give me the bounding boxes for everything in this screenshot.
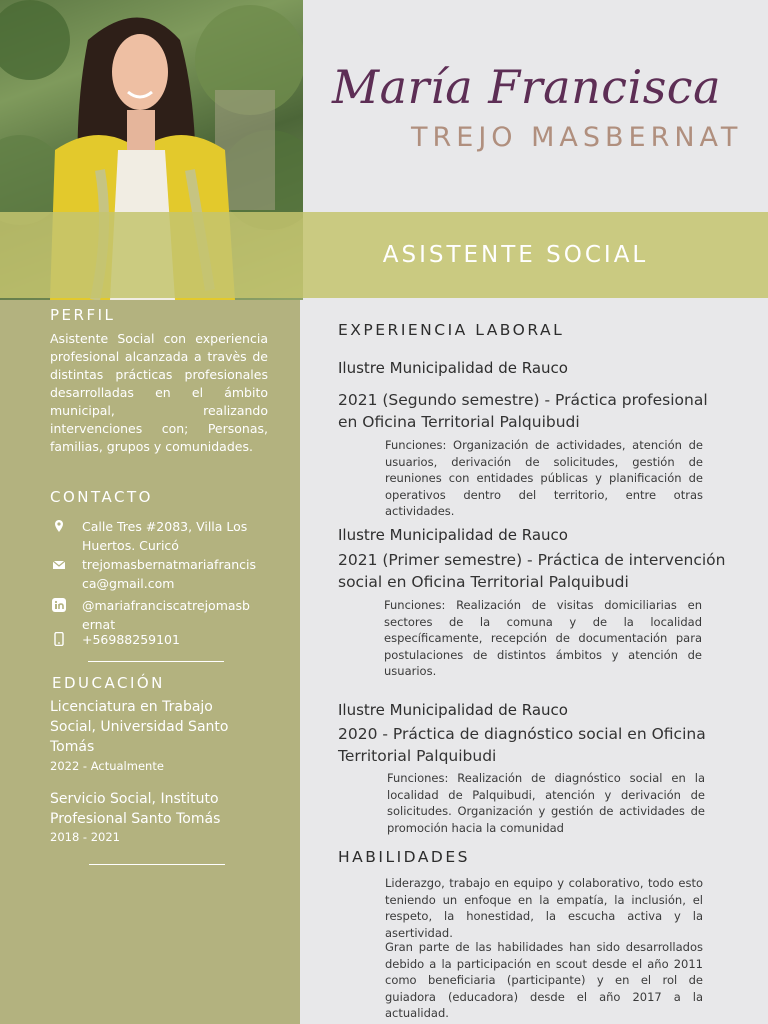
skills-heading: HABILIDADES xyxy=(338,848,471,866)
experience-description: Funciones: Realización de diagnóstico social en la localidad de Palquibudi, atención y derivación de solicitudes. Organización y gestión de actividades de promoción hacia la comunidad xyxy=(387,771,705,835)
experience-role: 2020 - Práctica de diagnóstico social en Oficina Territorial Palquibudi xyxy=(338,725,706,765)
last-names: TREJO MASBERNAT xyxy=(411,122,743,153)
address-text: Calle Tres #2083, Villa Los Huertos. Curicó xyxy=(82,519,248,553)
experience-role: 2021 (Primer semestre) - Práctica de intervención social en Oficina Territorial Palquibudi xyxy=(338,551,726,591)
education-heading: EDUCACIÓN xyxy=(52,674,165,692)
job-title: ASISTENTE SOCIAL xyxy=(382,242,649,268)
first-names: María Francisca xyxy=(332,60,721,114)
phone-icon xyxy=(52,632,66,646)
divider xyxy=(89,864,225,865)
education-item-dates: 2022 - Actualmente xyxy=(50,759,164,773)
linkedin-icon xyxy=(52,598,66,612)
experience-description: Funciones: Organización de actividades, atención de usuarios, derivación de solicitudes, gestión de reuniones con entidades públicas y planificación de operativos dentro del territorio, entre otras actividades. xyxy=(385,438,703,518)
skills-paragraph: Gran parte de las habilidades han sido desarrollados debido a la participación en scout desde el año 2011 como beneficiaria (participante) y en el rol de guiadora (educadora) desde el año 2017 a la actualidad. xyxy=(385,940,703,1020)
experience-org: Ilustre Municipalidad de Rauco xyxy=(338,359,568,377)
email-text[interactable]: trejomasbernatmariafrancisca@gmail.com xyxy=(82,557,257,591)
profile-heading: PERFIL xyxy=(50,306,116,324)
experience-heading: EXPERIENCIA LABORAL xyxy=(338,321,565,339)
contact-heading: CONTACTO xyxy=(50,488,153,506)
experience-org: Ilustre Municipalidad de Rauco xyxy=(338,526,568,544)
sidebar xyxy=(0,300,300,1024)
experience-description: Funciones: Realización de visitas domiciliarias en sectores de la comuna y de la localidad específicamente, recepción de documentación para postulaciones de distintos ámbitos y atención de usuarios. xyxy=(384,598,702,678)
linkedin-text[interactable]: @mariafranciscatrejomasbernat xyxy=(82,598,250,632)
location-pin-icon xyxy=(52,519,66,533)
education-item-dates: 2018 - 2021 xyxy=(50,830,120,844)
phone-text: +56988259101 xyxy=(82,632,180,647)
divider xyxy=(88,661,224,662)
experience-org: Ilustre Municipalidad de Rauco xyxy=(338,701,568,719)
experience-role: 2021 (Segundo semestre) - Práctica profesional en Oficina Territorial Palquibudi xyxy=(338,391,708,431)
profile-text: Asistente Social con experiencia profesional alcanzada a travès de distintas prácticas profesionales desarrolladas en el ámbito municipal, realizando intervenciones con; Personas, familias, grupos y comunidades. xyxy=(50,331,268,454)
education-item-title: Licenciatura en Trabajo Social, Universidad Santo Tomás xyxy=(50,699,229,755)
skills-paragraph: Liderazgo, trabajo en equipo y colaborativo, todo esto teniendo un enfoque en la empatía, la inclusión, el respeto, la honestidad, la escucha activa y la asertividad. xyxy=(385,876,703,940)
education-item-title: Servicio Social, Instituto Profesional Santo Tomás xyxy=(50,791,221,827)
envelope-icon xyxy=(52,557,66,571)
